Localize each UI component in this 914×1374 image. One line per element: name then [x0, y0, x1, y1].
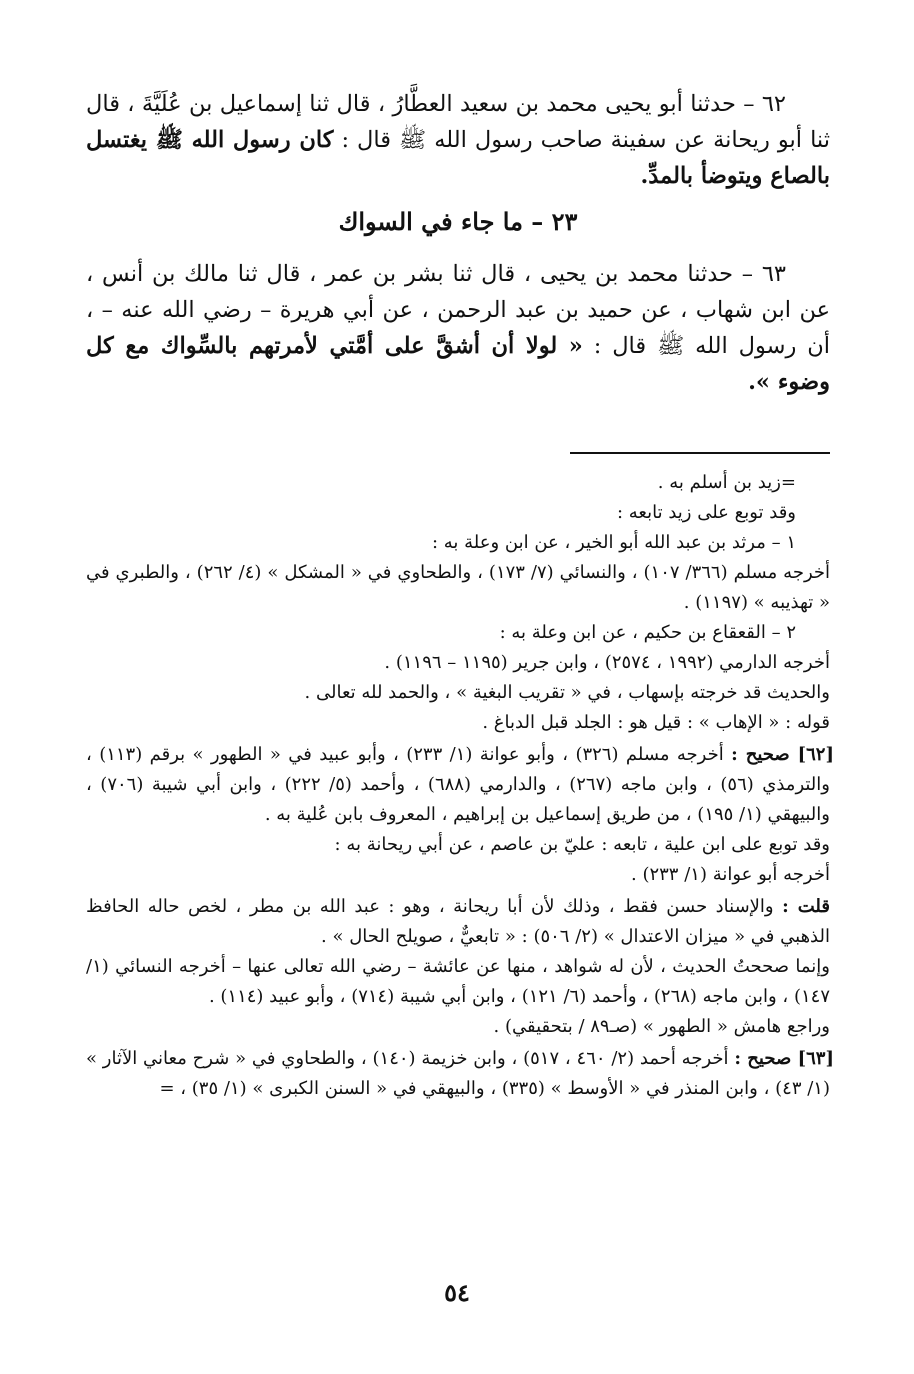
footnote-62-text: أخرجه مسلم (٣٢٦) ، وأبو عوانة (١/ ٢٣٣) ، وأبو عبيد في « الطهور » برقم (١١٣) ، والترمذي (٥٦) ، وابن ماجه (٢٦٧) ، والدارمي (٦٨٨) ، وأحمد (٥/ ٢٢٢) ، وابن أبي شيبة (٧٠٦) ، والبيهقي (١/ ١٩٥) ، من طريق إسماعيل بن إبراهيم ، المعروف بابن عُلية به . [86, 744, 830, 825]
hadith-62-text: كان رسول الله ﷺ يغتسل بالصاع ويتوضأ بالمدِّ. [86, 127, 830, 189]
footnote-remark [86, 892, 830, 952]
footnote-line: وقد توبع على زيد تابعه : [616, 502, 796, 523]
main-text [86, 86, 830, 400]
footnote-63 [86, 1044, 834, 1104]
hadith-63-text: « لولا أن أشقَّ على أمَّتي لأمرتهم بالسِّواك مع كل وضوء ». [86, 333, 830, 395]
footnote-63-text: أخرجه أحمد (٢/ ٤٦٠ ، ٥١٧) ، وابن خزيمة (١٤٠) ، والطحاوي في « شرح معاني الآثار » (١/ ٤٣) ، وابن المنذر في « الأوسط » (٣٣٥) ، والبيهقي في « السنن الكبرى » (١/ ٣٥) ، = [86, 1048, 830, 1099]
footnote-line: =زيد بن أسلم به . [657, 472, 796, 493]
chapter-heading: ٢٣ – ما جاء في السواك [338, 207, 578, 236]
footnote-line: أخرجه مسلم (٣٦٦/ ١٠٧) ، والنسائي (٧/ ١٧٣) ، والطحاوي في « المشكل » (٤/ ٢٦٢) ، والطبري في « تهذيبه » (١١٩٧) . [86, 562, 831, 613]
footnote-line: وإنما صححتُ الحديث ، لأن له شواهد ، منها عن عائشة – رضي الله تعالى عنها – أخرجه النسائي (١/ ١٤٧) ، وابن ماجه (٢٦٨) ، وأحمد (٦/ ١٢١) ، وابن أبي شيبة (٧١٤) ، وأبو عبيد (١١٤) . [86, 956, 830, 1007]
footnote-62 [86, 740, 834, 830]
footnote-remark-text: والإسناد حسن فقط ، وذلك لأن أبا ريحانة ، وهو : عبد الله بن مطر ، لخص حاله الحافظ الذهبي في « ميزان الاعتدال » (٢/ ٥٠٦) : « تابعيٌّ ، صويلح الحال » . [86, 896, 830, 947]
hadith-63-chain: ٦٣ – حدثنا محمد بن يحيى ، قال ثنا بشر بن عمر ، قال ثنا مالك بن أنس ، عن ابن شهاب ، عن حميد بن عبد الرحمن ، عن أبي هريرة – رضي الله عنه – ، أن رسول الله ﷺ قال : [86, 261, 831, 359]
page-number: ٥٤ [444, 1278, 470, 1307]
footnote-remark-label: قلت : [782, 896, 830, 917]
hadith-62 [86, 86, 830, 194]
hadith-62-chain: ٦٢ – حدثنا أبو يحيى محمد بن سعيد العطَّارُ ، قال ثنا إسماعيل بن عُلَيَّةَ ، قال ثنا أبو ريحانة عن سفينة صاحب رسول الله ﷺ قال : [86, 91, 830, 153]
footnote-line: أخرجه الدارمي (١٩٩٢ ، ٢٥٧٤) ، وابن جرير (١١٩٥ – ١١٩٦) . [384, 652, 830, 673]
footnote-line: وراجع هامش « الطهور » (صـ٨٩ / بتحقيقي) . [493, 1016, 830, 1037]
footnote-line: ٢ – القعقاع بن حكيم ، عن ابن وعلة به : [499, 622, 796, 643]
footnotes [86, 468, 834, 1104]
footnote-63-label: [٦٣] صحيح : [734, 1048, 834, 1069]
footnote-line: قوله : « الإهاب » : قيل هو : الجلد قبل الدباغ . [482, 712, 830, 733]
footnote-62-label: [٦٢] صحيح : [731, 744, 834, 765]
footnote-line: وقد توبع على ابن علية ، تابعه : عليّ بن عاصم ، عن أبي ريحانة به : [334, 834, 830, 855]
footnote-divider [570, 452, 830, 454]
hadith-63 [86, 256, 830, 400]
footnote-line: أخرجه أبو عوانة (١/ ٢٣٣) . [631, 864, 830, 885]
footnote-line: ١ – مرثد بن عبد الله أبو الخير ، عن ابن وعلة به : [431, 532, 796, 553]
footnote-line: والحديث قد خرجته بإسهاب ، في « تقريب البغية » ، والحمد لله تعالى . [304, 682, 830, 703]
